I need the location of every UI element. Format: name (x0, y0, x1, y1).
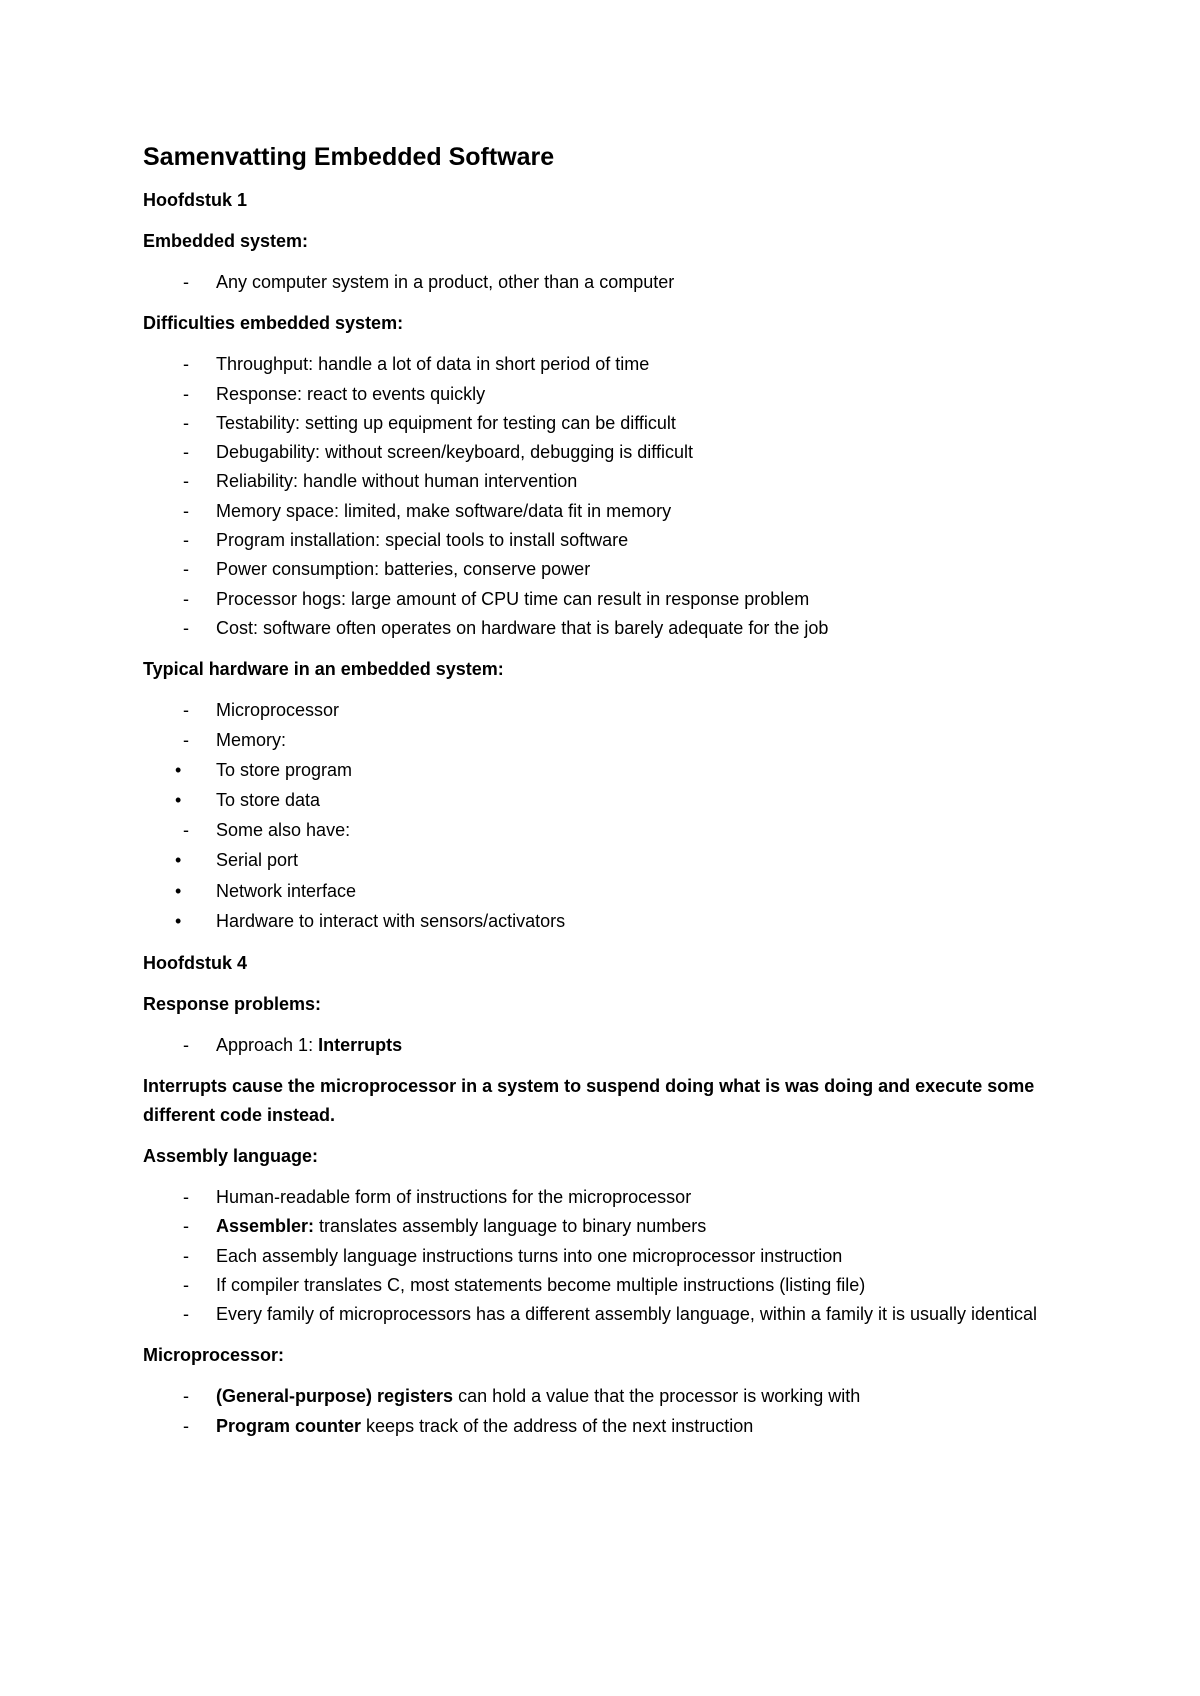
dash-marker: - (183, 442, 189, 463)
list-item-text: Power consumption: batteries, conserve power (216, 559, 591, 580)
embedded-system-list (143, 268, 1083, 297)
list-item (143, 497, 1083, 526)
bullet-marker: • (175, 790, 182, 811)
list-item-text: keeps track of the address of the next instruction (361, 1415, 754, 1436)
list-item-text: Any computer system in a product, other than a computer (216, 272, 675, 292)
list-item (143, 1212, 1083, 1241)
list-item (143, 380, 1083, 409)
hardware-list (143, 696, 1083, 936)
document-title: Samenvatting Embedded Software (143, 143, 555, 171)
dash-marker: - (183, 412, 189, 433)
list-item (143, 438, 1083, 467)
sublist-item (143, 906, 1083, 937)
list-item (143, 350, 1083, 379)
list-item (143, 1271, 1083, 1300)
hardware-heading: Typical hardware in an embedded system: (143, 659, 504, 680)
dash-marker: - (183, 354, 189, 375)
list-item-text: Each assembly language instructions turns into one microprocessor instruction (216, 1245, 843, 1266)
list-item (143, 1412, 1083, 1441)
microprocessor-heading: Microprocessor: (143, 1345, 285, 1366)
bullet-marker: • (175, 880, 182, 901)
dash-marker: - (183, 383, 189, 404)
memory-sublist (143, 755, 1083, 816)
dash-marker: - (183, 1034, 189, 1055)
list-item-text: translates assembly language to binary numbers (314, 1216, 707, 1237)
sublist-item-text: Serial port (216, 850, 299, 871)
response-list (143, 1031, 1083, 1060)
sublist-item-text: Network interface (216, 880, 357, 901)
list-item-text: Approach 1: (216, 1034, 319, 1055)
dash-marker: - (183, 1245, 189, 1266)
dash-marker: - (183, 471, 189, 492)
list-item-bold-text: Interrupts (318, 1034, 403, 1055)
dash-marker: - (183, 272, 189, 292)
dash-marker: - (183, 1274, 189, 1295)
assembly-list (143, 1183, 1083, 1329)
list-item-text: Reliability: handle without human intervention (216, 471, 578, 492)
assembly-language-heading: Assembly language: (143, 1145, 319, 1166)
list-item (143, 1242, 1083, 1271)
list-item-text: Debugability: without screen/keyboard, debugging is difficult (216, 442, 693, 463)
sublist-item-text: To store program (216, 759, 353, 780)
list-item (143, 585, 1083, 614)
interrupts-paragraph: Interrupts cause the microprocessor in a system to suspend doing what is was doing and execute some different code instead. (143, 1075, 1035, 1125)
dash-marker: - (183, 729, 189, 750)
dash-marker: - (183, 1415, 189, 1436)
list-item (143, 1300, 1083, 1329)
dash-marker: - (183, 617, 189, 638)
sublist-item-text: To store data (216, 790, 321, 811)
list-item (143, 726, 1083, 816)
dash-marker: - (183, 500, 189, 521)
list-item-text: can hold a value that the processor is working with (453, 1386, 861, 1407)
dash-marker: - (183, 559, 189, 580)
response-problems-heading: Response problems: (143, 993, 322, 1014)
sublist-item (143, 755, 1083, 786)
list-item-text: Every family of microprocessors has a different assembly language, within a family it is usually identical (216, 1304, 1038, 1325)
memory-sublist-wrap (143, 755, 1083, 816)
list-item (143, 526, 1083, 555)
list-item-text: Memory: (216, 729, 287, 750)
list-item-text: Response: react to events quickly (216, 383, 486, 404)
list-item-text: Some also have: (216, 819, 351, 840)
list-item (143, 1183, 1083, 1212)
list-item (143, 614, 1083, 643)
list-item (143, 696, 1083, 725)
difficulties-list (143, 350, 1083, 643)
sublist-item (143, 785, 1083, 816)
bullet-marker: • (175, 850, 182, 871)
list-item-bold-text: Assembler: (216, 1216, 315, 1237)
list-item (143, 1382, 1083, 1411)
list-item-text: Throughput: handle a lot of data in short period of time (216, 354, 650, 375)
chapter-1-heading: Hoofdstuk 1 (143, 190, 248, 210)
sublist-item-text: Hardware to interact with sensors/activators (216, 911, 566, 932)
list-item (143, 816, 1083, 937)
sublist-item (143, 876, 1083, 907)
document-page (143, 140, 1083, 1453)
dash-marker: - (183, 588, 189, 609)
dash-marker: - (183, 819, 189, 840)
dash-marker: - (183, 1386, 189, 1407)
list-item (143, 268, 1083, 297)
extras-sublist (143, 845, 1083, 937)
list-item-text: Testability: setting up equipment for testing can be difficult (216, 412, 676, 433)
extras-sublist-wrap (143, 845, 1083, 937)
dash-marker: - (183, 530, 189, 551)
dash-marker: - (183, 1304, 189, 1325)
list-item (143, 409, 1083, 438)
list-item-text: Microprocessor (216, 700, 340, 721)
dash-marker: - (183, 700, 189, 721)
list-item-text: Cost: software often operates on hardware that is barely adequate for the job (216, 617, 829, 638)
bullet-marker: • (175, 911, 182, 932)
list-item (143, 1031, 1083, 1060)
sublist-item (143, 845, 1083, 876)
embedded-system-heading: Embedded system: (143, 231, 309, 251)
dash-marker: - (183, 1186, 189, 1207)
list-item-text: Program installation: special tools to install software (216, 530, 629, 551)
list-item-bold-text: Program counter (216, 1415, 362, 1436)
list-item-text: Processor hogs: large amount of CPU time can result in response problem (216, 588, 810, 609)
list-item-text: Memory space: limited, make software/data fit in memory (216, 500, 672, 521)
bullet-marker: • (175, 759, 182, 780)
microprocessor-list (143, 1382, 1083, 1441)
list-item (143, 555, 1083, 584)
chapter-4-heading: Hoofdstuk 4 (143, 952, 248, 973)
list-item-text: Human-readable form of instructions for the microprocessor (216, 1186, 692, 1207)
list-item (143, 467, 1083, 496)
list-item-text: If compiler translates C, most statements become multiple instructions (listing file) (216, 1274, 866, 1295)
difficulties-heading: Difficulties embedded system: (143, 313, 404, 334)
dash-marker: - (183, 1216, 189, 1237)
list-item-bold-text: (General-purpose) registers (216, 1386, 454, 1407)
